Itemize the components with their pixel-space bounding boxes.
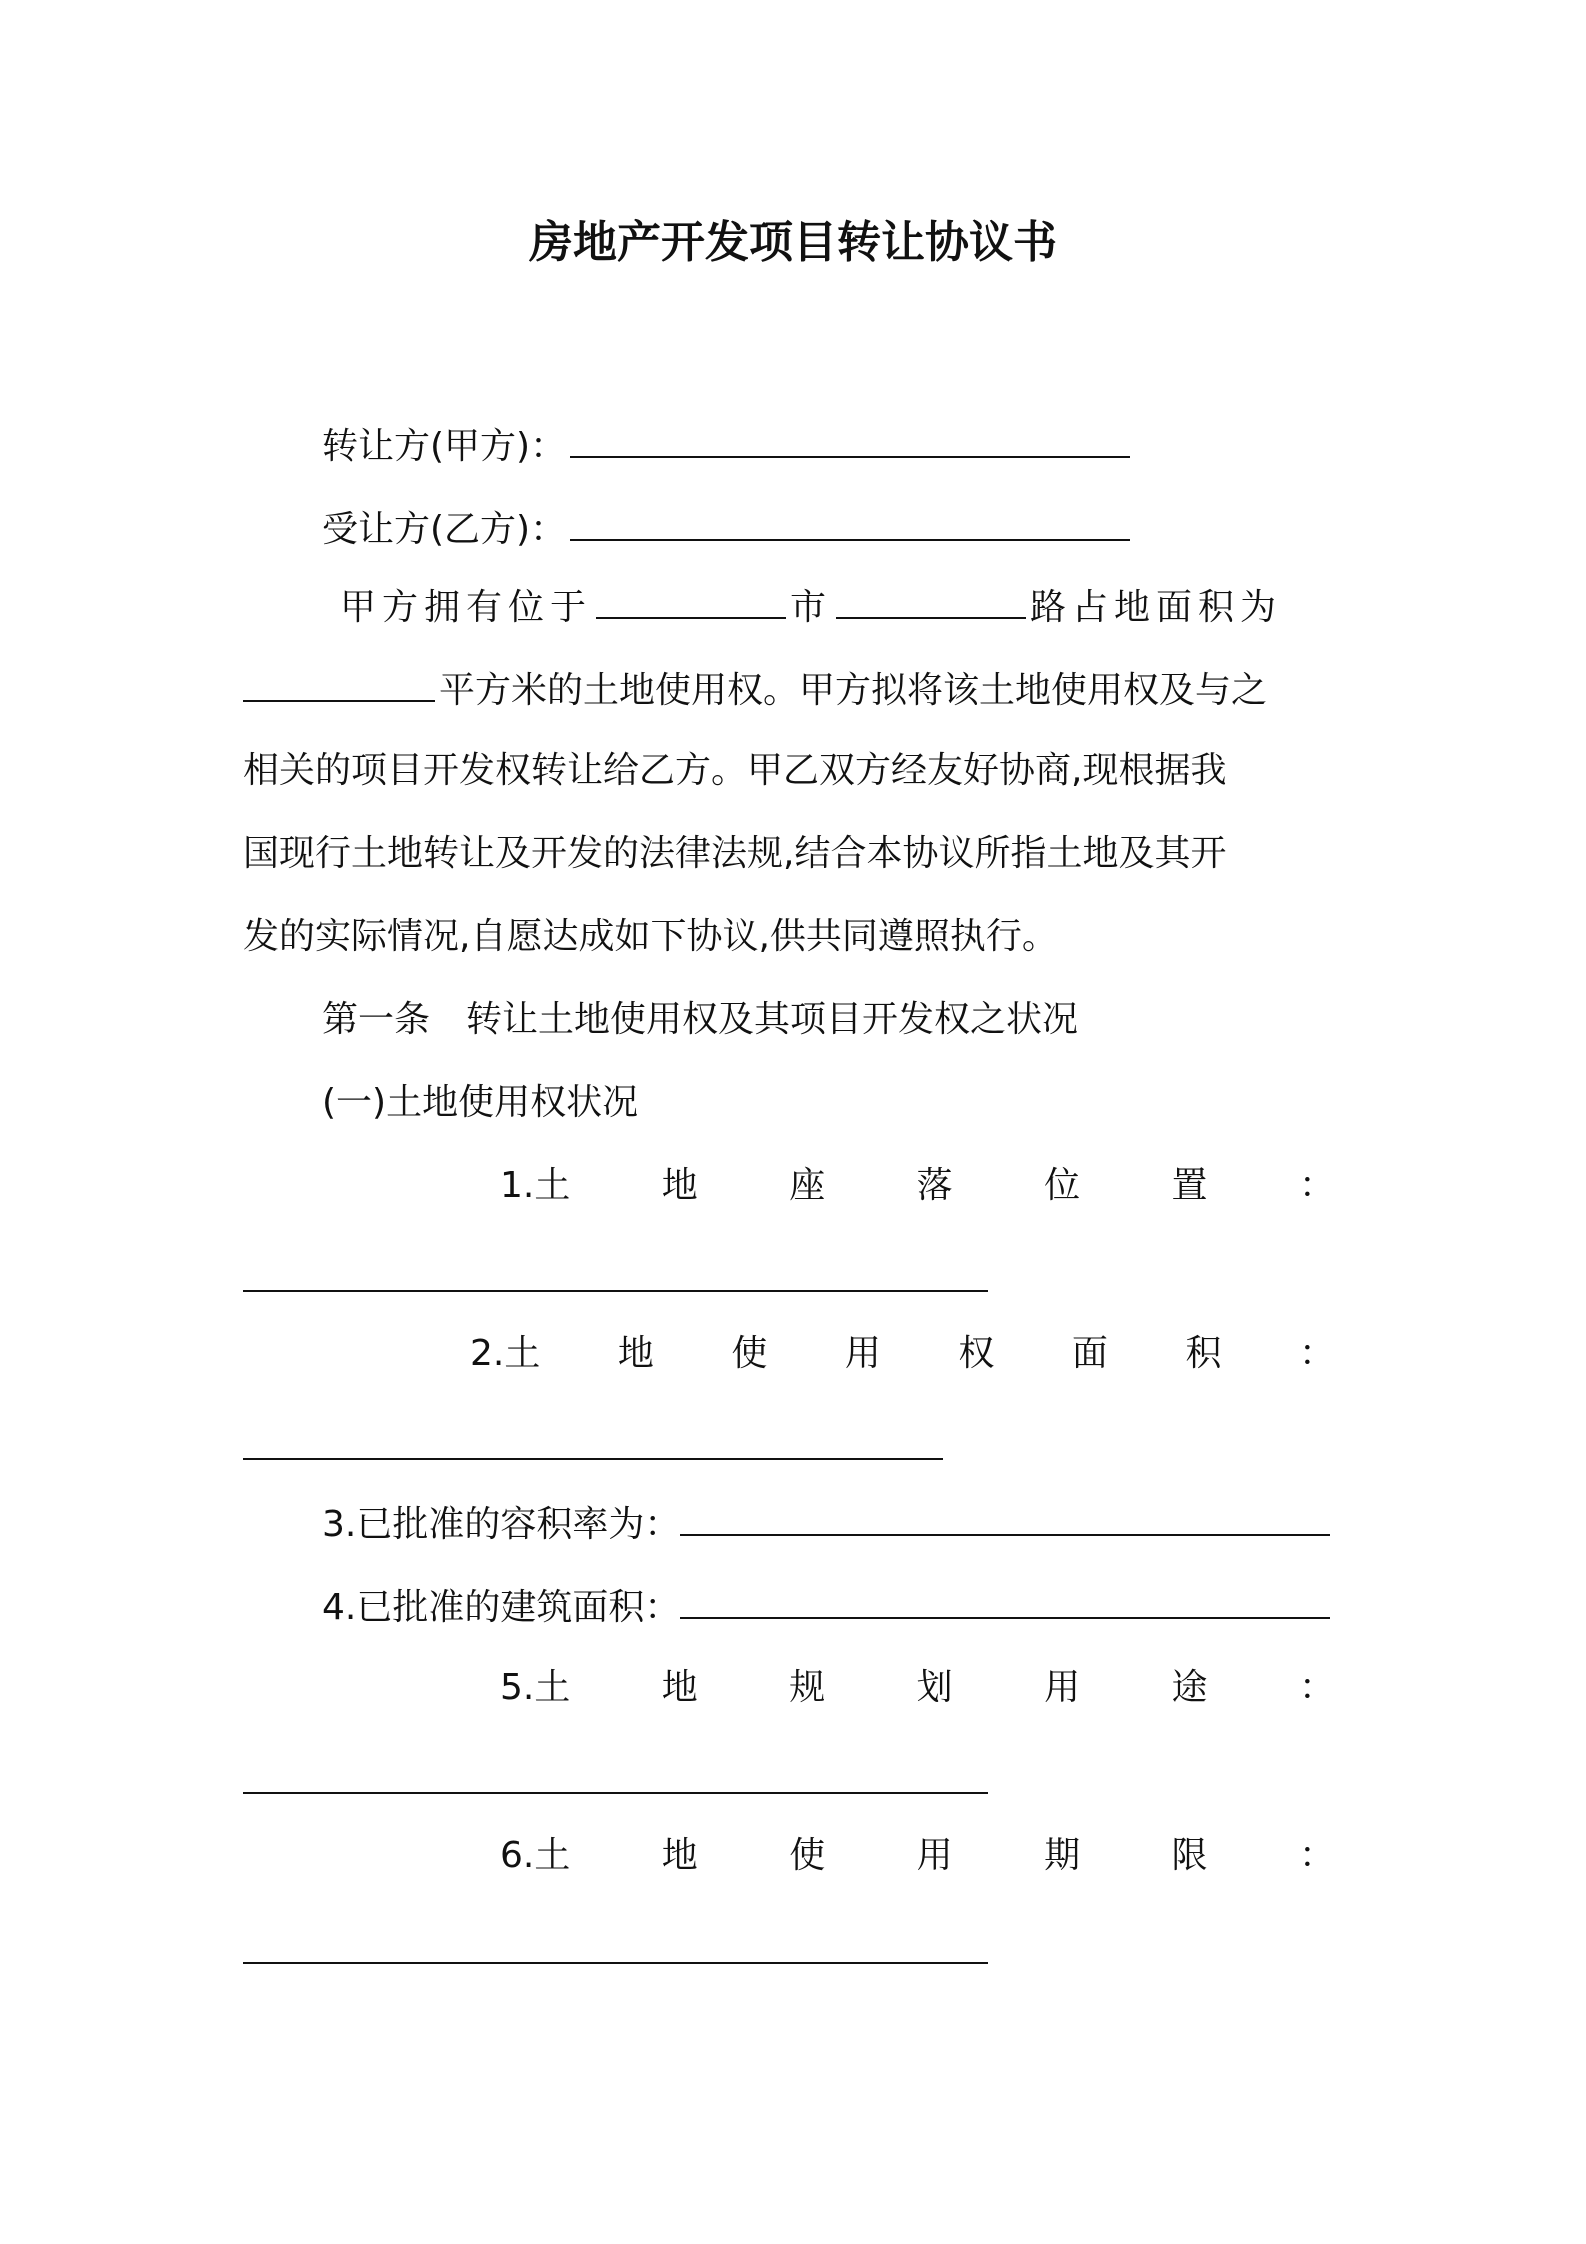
item-6-char: 使 bbox=[789, 1835, 826, 1876]
item-1-label bbox=[500, 1162, 1335, 1210]
item-5-blank bbox=[243, 1792, 988, 1794]
item-1-char: 位 bbox=[1044, 1165, 1081, 1206]
item-2-char: 2.土 bbox=[470, 1333, 541, 1374]
item-5-char: 规 bbox=[789, 1667, 826, 1708]
item-6-char: ： bbox=[1298, 1835, 1335, 1876]
item-5-char: 用 bbox=[1044, 1667, 1081, 1708]
intro-line-2 bbox=[243, 664, 1267, 715]
item-6-label bbox=[500, 1832, 1335, 1880]
item-4-line bbox=[322, 1581, 1330, 1632]
transferee-line bbox=[322, 503, 1134, 554]
item-6-blank bbox=[243, 1962, 988, 1964]
item-6-char: 用 bbox=[916, 1835, 953, 1876]
item-3-line bbox=[322, 1498, 1330, 1549]
item-2-blank bbox=[243, 1458, 943, 1460]
document-title: 房地产开发项目转让协议书 bbox=[529, 217, 1057, 268]
section-1-heading: (一)土地使用权状况 bbox=[322, 1082, 639, 1123]
transferor-blank bbox=[570, 420, 1130, 458]
item-1-char: 落 bbox=[916, 1165, 953, 1206]
intro-line-1 bbox=[340, 581, 1282, 632]
item-2-char: 使 bbox=[731, 1333, 768, 1374]
item-4-label: 4.已批准的建筑面积： bbox=[322, 1587, 681, 1628]
city-blank bbox=[596, 581, 786, 619]
transferor-label: 转让方(甲方)： bbox=[322, 426, 567, 467]
item-2-char: 地 bbox=[617, 1333, 654, 1374]
item-6-char: 限 bbox=[1171, 1835, 1208, 1876]
transferee-blank bbox=[570, 503, 1130, 541]
item-1-char: 地 bbox=[661, 1165, 698, 1206]
item-2-label bbox=[470, 1330, 1335, 1378]
item-4-blank bbox=[680, 1581, 1330, 1619]
intro-text-2: 平方米的土地使用权。甲方拟将该土地使用权及与之 bbox=[439, 670, 1268, 711]
item-1-char: 座 bbox=[789, 1165, 826, 1206]
item-5-char: 地 bbox=[661, 1667, 698, 1708]
item-3-label: 3.已批准的容积率为： bbox=[322, 1504, 681, 1545]
intro-text-1b: 市 bbox=[790, 587, 833, 628]
item-2-char: 用 bbox=[844, 1333, 881, 1374]
item-2-char: 权 bbox=[958, 1333, 995, 1374]
item-6-char: 地 bbox=[661, 1835, 698, 1876]
item-6-char: 6.土 bbox=[500, 1835, 571, 1876]
item-2-char: 面 bbox=[1071, 1333, 1108, 1374]
intro-line-3: 相关的项目开发权转让给乙方。甲乙双方经友好协商,现根据我 bbox=[243, 750, 1227, 791]
item-1-blank bbox=[243, 1290, 988, 1292]
intro-text-1c: 路占地面积为 bbox=[1030, 587, 1283, 628]
area-blank bbox=[243, 664, 435, 702]
item-1-char: 置 bbox=[1171, 1165, 1208, 1206]
item-1-char: 1.土 bbox=[500, 1165, 571, 1206]
item-5-label bbox=[500, 1664, 1335, 1712]
transferee-label: 受让方(乙方)： bbox=[322, 509, 567, 550]
intro-line-4: 国现行土地转让及开发的法律法规,结合本协议所指土地及其开 bbox=[243, 833, 1227, 874]
article-1-heading: 第一条 转让土地使用权及其项目开发权之状况 bbox=[322, 999, 1079, 1040]
item-1-char: ： bbox=[1298, 1165, 1335, 1206]
road-blank bbox=[836, 581, 1026, 619]
item-5-char: 5.土 bbox=[500, 1667, 571, 1708]
item-5-char: 划 bbox=[916, 1667, 953, 1708]
item-3-blank bbox=[680, 1498, 1330, 1536]
intro-text-1a: 甲方拥有位于 bbox=[340, 587, 593, 628]
intro-line-5: 发的实际情况,自愿达成如下协议,供共同遵照执行。 bbox=[243, 916, 1058, 957]
item-2-char: ： bbox=[1298, 1333, 1335, 1374]
item-5-char: 途 bbox=[1171, 1667, 1208, 1708]
item-6-char: 期 bbox=[1044, 1835, 1081, 1876]
item-2-char: 积 bbox=[1185, 1333, 1222, 1374]
item-5-char: ： bbox=[1298, 1667, 1335, 1708]
transferor-line bbox=[322, 420, 1134, 471]
